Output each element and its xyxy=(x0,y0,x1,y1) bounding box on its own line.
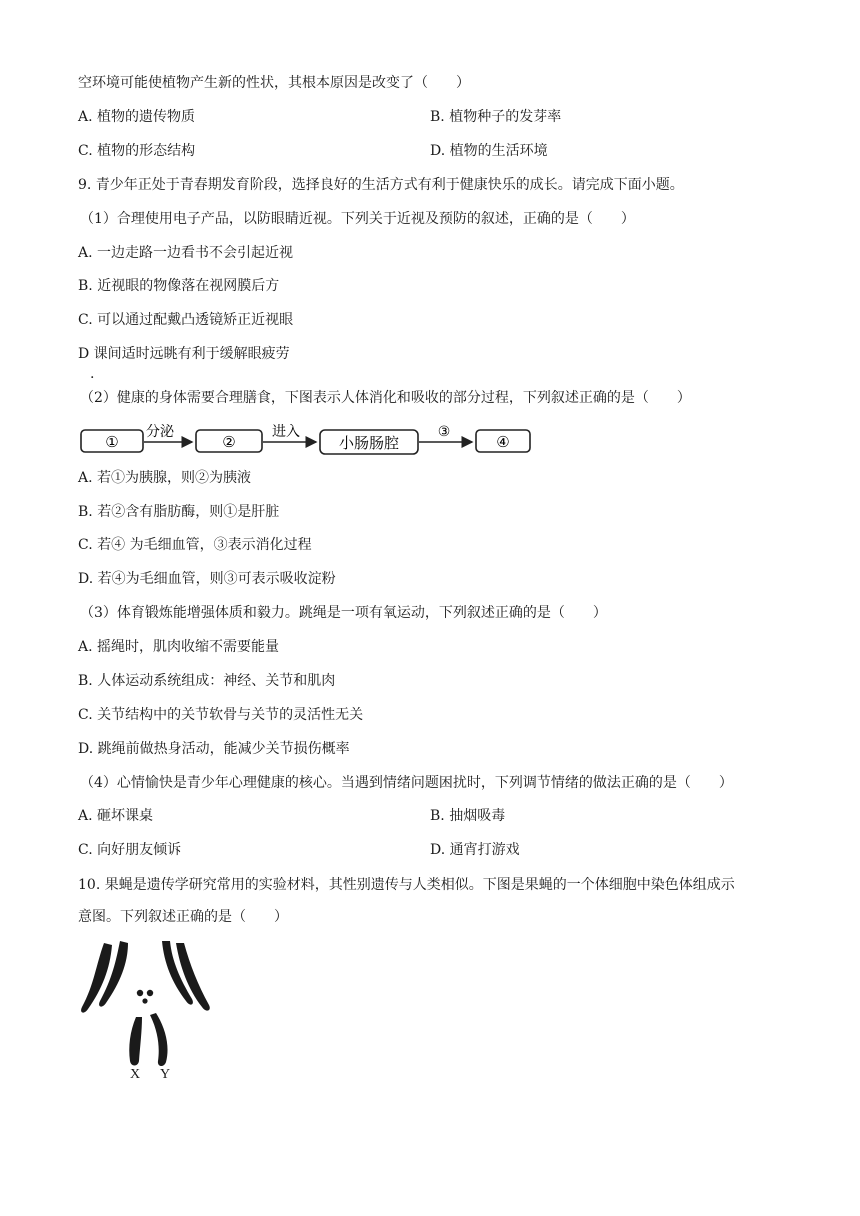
q9-sub1-option-c: C. 可以通过配戴凸透镜矫正近视眼 xyxy=(78,312,294,328)
q9-sub1-option-a: A. 一边走路一边看书不会引起近视 xyxy=(78,245,294,261)
dot-chromosome-icon xyxy=(142,998,147,1003)
q9-sub1-stem: （1）合理使用电子产品，以防眼睛近视。下列关于近视及预防的叙述，正确的是（ ） xyxy=(80,211,635,227)
q8-option-d: D. 植物的生活环境 xyxy=(430,143,548,159)
q9-sub2-option-c: C. 若④ 为毛细血管，③表示消化过程 xyxy=(78,537,312,553)
x-chromosome-label: X xyxy=(130,1067,141,1082)
x-chromosome-icon xyxy=(129,1017,142,1066)
dot-chromosome-icon xyxy=(147,990,153,996)
q9-sub2-option-b: B. 若②含有脂肪酶，则①是肝脏 xyxy=(78,504,280,520)
q9-sub4-option-b: B. 抽烟吸毒 xyxy=(430,808,506,824)
q9-sub1-option-b: B. 近视眼的物像落在视网膜后方 xyxy=(78,278,280,294)
flow-box-1-label: ① xyxy=(105,433,119,451)
chromosome-left-outer-icon xyxy=(81,943,112,1013)
flow-box-3-label: 小肠肠腔 xyxy=(338,434,400,452)
q9-sub4-stem: （4）心情愉快是青少年心理健康的核心。当遇到情绪问题困扰时，下列调节情绪的做法正确的是（ ） xyxy=(80,775,733,791)
flow-arrow-2-label: 进入 xyxy=(272,424,300,440)
q9-sub3-option-b: B. 人体运动系统组成：神经、关节和肌肉 xyxy=(78,673,336,689)
q8-stem-tail: 空环境可能使植物产生新的性状，其根本原因是改变了（ ） xyxy=(78,75,470,91)
q9-sub3-option-d: D. 跳绳前做热身活动，能减少关节损伤概率 xyxy=(78,741,350,757)
q9-sub3-option-a: A. 摇绳时，肌肉收缩不需要能量 xyxy=(78,639,280,655)
q9-sub2-stem: （2）健康的身体需要合理膳食，下图表示人体消化和吸收的部分过程，下列叙述正确的是（ ） xyxy=(80,390,691,406)
digestion-flow-diagram xyxy=(80,424,540,464)
q8-option-c: C. 植物的形态结构 xyxy=(78,143,196,159)
flow-box-4-label: ④ xyxy=(496,433,510,451)
flow-arrow-1-label: 分泌 xyxy=(146,424,174,440)
q9-sub4-option-a: A. 砸坏课桌 xyxy=(78,808,154,824)
q9-stem: 9. 青少年正处于青春期发育阶段，选择良好的生活方式有利于健康快乐的成长。请完成下面小题。 xyxy=(78,177,684,193)
q9-sub2-option-d: D. 若④为毛细血管，则③可表示吸收淀粉 xyxy=(78,571,336,587)
dot-chromosome-icon xyxy=(137,990,143,996)
q8-option-a: A. 植物的遗传物质 xyxy=(78,109,196,125)
q9-sub3-option-c: C. 关节结构中的关节软骨与关节的灵活性无关 xyxy=(78,707,364,723)
q9-sub4-option-c: C. 向好朋友倾诉 xyxy=(78,842,182,858)
y-chromosome-icon xyxy=(150,1013,168,1066)
drosophila-chromosome-figure xyxy=(76,935,216,1085)
q9-sub1-option-d: D 课间适时远眺有利于缓解眼疲劳 xyxy=(78,346,290,362)
q10-stem-line1: 10. 果蝇是遗传学研究常用的实验材料，其性别遗传与人类相似。下图是果蝇的一个体细胞中染色体组成示 xyxy=(78,877,735,893)
flow-arrow-3-label: ③ xyxy=(437,424,451,440)
chromosome-right-outer-icon xyxy=(176,943,210,1011)
q10-stem-line2: 意图。下列叙述正确的是（ ） xyxy=(78,909,288,925)
q9-sub3-stem: （3）体育锻炼能增强体质和毅力。跳绳是一项有氧运动，下列叙述正确的是（ ） xyxy=(80,605,607,621)
q9-sub2-option-a: A. 若①为胰腺，则②为胰液 xyxy=(78,470,252,486)
y-chromosome-label: Y xyxy=(160,1067,171,1082)
q9-sub4-option-d: D. 通宵打游戏 xyxy=(430,842,520,858)
stray-dot: . xyxy=(90,366,95,382)
flow-box-2-label: ② xyxy=(222,433,236,451)
q8-option-b: B. 植物种子的发芽率 xyxy=(430,109,562,125)
